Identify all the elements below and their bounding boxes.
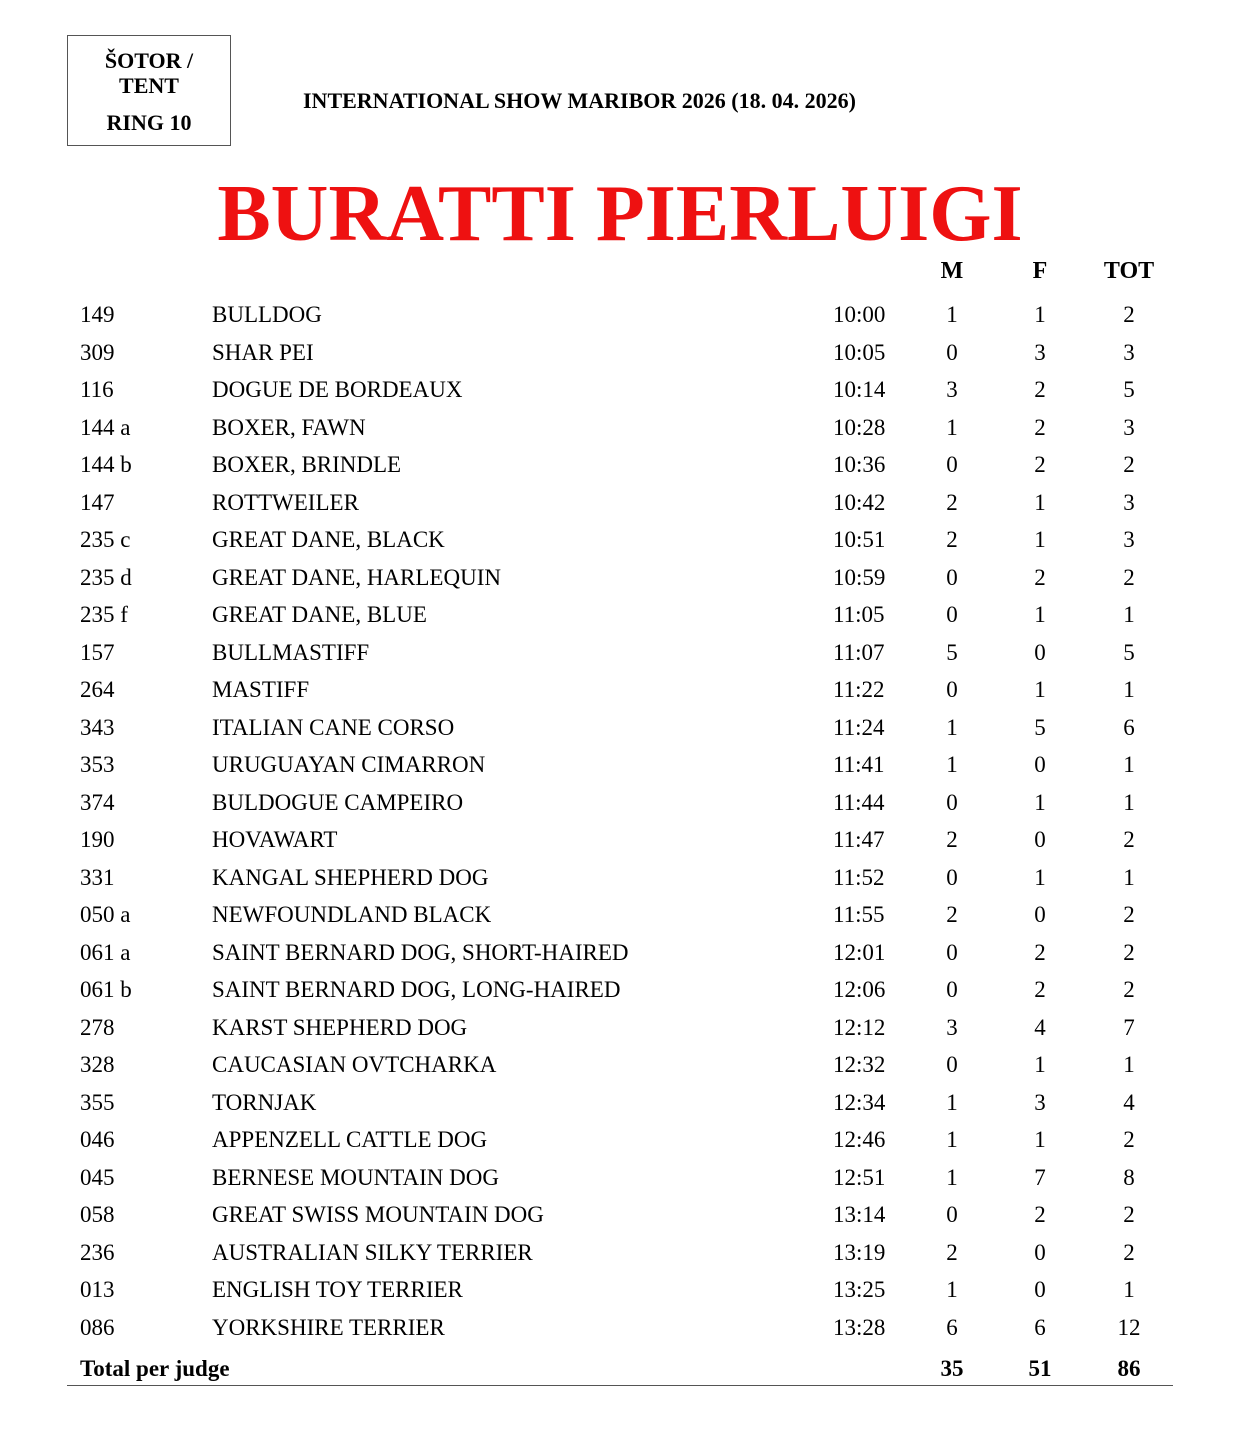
table-row [0, 525, 1240, 555]
row-m: 0 [946, 864, 958, 890]
row-tot: 2 [1123, 977, 1135, 1002]
row-time: 10:36 [833, 452, 886, 477]
row-breed: APPENZELL CATTLE DOG [212, 1127, 488, 1152]
row-time: 10:51 [833, 527, 886, 552]
row-number: 157 [80, 639, 115, 665]
row-f: 0 [1034, 1239, 1046, 1265]
row-number: 190 [80, 827, 115, 852]
total-m: 35 [940, 1356, 964, 1381]
row-m: 2 [946, 489, 958, 515]
row-tot: 2 [1123, 1202, 1135, 1227]
row-breed: BOXER, FAWN [212, 414, 366, 440]
row-breed: AUSTRALIAN SILKY TERRIER [212, 1239, 533, 1265]
row-breed: BULLMASTIFF [212, 639, 370, 665]
row-f: 5 [1034, 714, 1046, 740]
row-breed: BERNESE MOUNTAIN DOG [212, 1164, 499, 1190]
row-f: 1 [1034, 302, 1046, 327]
row-number: 046 [80, 1127, 115, 1152]
table-row [0, 675, 1240, 705]
row-number: 144 a [80, 414, 131, 440]
row-number: 278 [80, 1014, 115, 1040]
row-number: 013 [80, 1277, 115, 1302]
row-time: 11:22 [833, 677, 885, 702]
row-tot: 3 [1123, 489, 1135, 515]
row-f: 1 [1034, 1127, 1046, 1152]
table-row [0, 1013, 1240, 1043]
row-breed: GREAT DANE, BLUE [212, 602, 427, 627]
row-number: 086 [80, 1314, 115, 1340]
row-number: 331 [80, 864, 115, 890]
row-m: 0 [946, 339, 958, 365]
row-number: 045 [80, 1164, 115, 1190]
row-number: 235 d [80, 564, 132, 590]
row-breed: BULDOGUE CAMPEIRO [212, 789, 464, 815]
row-m: 6 [946, 1314, 958, 1340]
row-tot: 2 [1123, 939, 1135, 965]
total-row [0, 1354, 1240, 1384]
row-m: 0 [946, 939, 958, 965]
row-time: 10:59 [833, 564, 886, 590]
row-number: 353 [80, 752, 115, 777]
table-row [0, 938, 1240, 968]
row-number: 236 [80, 1239, 115, 1265]
row-tot: 1 [1123, 1052, 1135, 1077]
row-m: 1 [946, 1127, 958, 1152]
row-f: 7 [1034, 1164, 1046, 1190]
row-m: 1 [946, 414, 958, 440]
total-tot: 86 [1117, 1356, 1141, 1381]
row-tot: 1 [1123, 1277, 1135, 1302]
row-time: 13:14 [833, 1202, 886, 1227]
row-m: 0 [946, 602, 958, 627]
table-row [0, 563, 1240, 593]
row-time: 13:28 [833, 1314, 886, 1340]
column-header-f: F [1032, 258, 1048, 284]
row-m: 1 [946, 714, 958, 740]
row-tot: 2 [1123, 452, 1135, 477]
judge-name: BURATTI PIERLUIGI [217, 170, 1023, 258]
row-tot: 2 [1123, 902, 1135, 927]
row-number: 050 a [80, 902, 131, 927]
table-row [0, 863, 1240, 893]
row-tot: 5 [1123, 639, 1135, 665]
row-time: 11:52 [833, 864, 885, 890]
total-f: 51 [1028, 1356, 1052, 1381]
row-breed: BOXER, BRINDLE [212, 452, 402, 477]
row-m: 2 [946, 1239, 958, 1265]
table-row [0, 1088, 1240, 1118]
row-m: 1 [946, 1089, 958, 1115]
row-f: 2 [1034, 377, 1046, 402]
row-m: 0 [946, 1052, 958, 1077]
table-row [0, 638, 1240, 668]
row-time: 12:01 [833, 939, 886, 965]
row-time: 11:55 [833, 902, 885, 927]
row-number: 061 b [80, 977, 132, 1002]
table-row [0, 713, 1240, 743]
row-m: 3 [946, 377, 958, 402]
ring-box-line-2: TENT [119, 73, 179, 98]
row-breed: GREAT DANE, BLACK [212, 527, 445, 552]
row-breed: SAINT BERNARD DOG, SHORT-HAIRED [212, 939, 629, 965]
row-m: 3 [946, 1014, 958, 1040]
row-number: 058 [80, 1202, 115, 1227]
column-header-m: M [940, 258, 964, 284]
row-breed: NEWFOUNDLAND BLACK [212, 902, 492, 927]
row-m: 2 [946, 902, 958, 927]
row-time: 11:41 [833, 752, 885, 777]
row-tot: 1 [1123, 602, 1135, 627]
show-title: INTERNATIONAL SHOW MARIBOR 2026 (18. 04. 2026) [303, 88, 856, 113]
row-f: 2 [1034, 1202, 1046, 1227]
ring-box-line-3: RING 10 [106, 110, 192, 135]
row-m: 5 [946, 639, 958, 665]
table-row [0, 1125, 1240, 1155]
row-f: 2 [1034, 414, 1046, 440]
row-time: 10:28 [833, 414, 886, 440]
row-m: 2 [946, 527, 958, 552]
row-m: 2 [946, 827, 958, 852]
table-row [0, 975, 1240, 1005]
row-time: 11:44 [833, 789, 885, 815]
row-f: 4 [1034, 1014, 1046, 1040]
row-f: 0 [1034, 902, 1046, 927]
row-f: 2 [1034, 939, 1046, 965]
row-number: 328 [80, 1052, 115, 1077]
row-tot: 5 [1123, 377, 1135, 402]
row-number: 149 [80, 302, 115, 327]
row-m: 1 [946, 1277, 958, 1302]
row-f: 1 [1034, 489, 1046, 515]
row-time: 11:05 [833, 602, 885, 627]
row-number: 147 [80, 489, 115, 515]
table-row [0, 1313, 1240, 1343]
row-time: 12:46 [833, 1127, 886, 1152]
row-number: 235 c [80, 527, 131, 552]
row-tot: 1 [1123, 789, 1135, 815]
row-f: 1 [1034, 1052, 1046, 1077]
row-tot: 2 [1123, 302, 1135, 327]
row-f: 1 [1034, 789, 1046, 815]
row-tot: 4 [1123, 1089, 1135, 1115]
ring-box-line-1: ŠOTOR / [104, 48, 194, 73]
table-row [0, 488, 1240, 518]
total-divider [67, 1385, 1173, 1386]
row-tot: 12 [1117, 1314, 1141, 1340]
row-m: 0 [946, 977, 958, 1002]
row-m: 1 [946, 752, 958, 777]
row-f: 3 [1034, 1089, 1046, 1115]
row-tot: 2 [1123, 827, 1135, 852]
row-breed: MASTIFF [212, 677, 310, 702]
row-breed: KARST SHEPHERD DOG [212, 1014, 468, 1040]
row-number: 343 [80, 714, 115, 740]
row-f: 2 [1034, 564, 1046, 590]
row-tot: 6 [1123, 714, 1135, 740]
row-f: 1 [1034, 677, 1046, 702]
row-m: 1 [946, 302, 958, 327]
row-time: 12:34 [833, 1089, 886, 1115]
row-time: 12:06 [833, 977, 886, 1002]
ring-box [67, 35, 231, 146]
table-row [0, 900, 1240, 930]
row-m: 0 [946, 1202, 958, 1227]
row-breed: HOVAWART [212, 827, 338, 852]
row-time: 13:25 [833, 1277, 886, 1302]
row-f: 3 [1034, 339, 1046, 365]
row-breed: SAINT BERNARD DOG, LONG-HAIRED [212, 977, 621, 1002]
row-tot: 3 [1123, 339, 1135, 365]
row-breed: GREAT DANE, HARLEQUIN [212, 564, 501, 590]
row-time: 12:32 [833, 1052, 886, 1077]
row-breed: TORNJAK [212, 1089, 317, 1115]
row-tot: 1 [1123, 864, 1135, 890]
row-time: 12:12 [833, 1014, 886, 1040]
row-f: 2 [1034, 977, 1046, 1002]
row-m: 0 [946, 452, 958, 477]
table-row [0, 750, 1240, 780]
row-m: 0 [946, 564, 958, 590]
row-f: 0 [1034, 1277, 1046, 1302]
row-m: 0 [946, 677, 958, 702]
row-tot: 3 [1123, 414, 1135, 440]
row-tot: 2 [1123, 564, 1135, 590]
row-breed: ROTTWEILER [212, 489, 359, 515]
row-breed: GREAT SWISS MOUNTAIN DOG [212, 1202, 544, 1227]
table-row [0, 375, 1240, 405]
row-f: 0 [1034, 639, 1046, 665]
row-breed: ENGLISH TOY TERRIER [212, 1277, 463, 1302]
row-time: 12:51 [833, 1164, 886, 1190]
table-row [0, 413, 1240, 443]
table-row [0, 1050, 1240, 1080]
row-breed: SHAR PEI [212, 339, 314, 365]
row-time: 13:19 [833, 1239, 886, 1265]
row-breed: CAUCASIAN OVTCHARKA [212, 1052, 497, 1077]
table-row [0, 1200, 1240, 1230]
row-number: 309 [80, 339, 115, 365]
row-time: 11:47 [833, 827, 885, 852]
row-time: 11:07 [833, 639, 885, 665]
table-row [0, 338, 1240, 368]
row-f: 1 [1034, 527, 1046, 552]
row-tot: 2 [1123, 1127, 1135, 1152]
row-m: 1 [946, 1164, 958, 1190]
row-tot: 7 [1123, 1014, 1135, 1040]
row-breed: DOGUE DE BORDEAUX [212, 377, 463, 402]
table-row [0, 1238, 1240, 1268]
total-label: Total per judge [80, 1356, 230, 1381]
row-tot: 3 [1123, 527, 1135, 552]
row-number: 355 [80, 1089, 115, 1115]
row-f: 1 [1034, 602, 1046, 627]
row-number: 374 [80, 789, 115, 815]
row-number: 144 b [80, 452, 132, 477]
row-m: 0 [946, 789, 958, 815]
row-f: 0 [1034, 752, 1046, 777]
table-row [0, 825, 1240, 855]
row-tot: 2 [1123, 1239, 1135, 1265]
table-row [0, 1275, 1240, 1305]
row-time: 10:05 [833, 339, 886, 365]
row-f: 2 [1034, 452, 1046, 477]
row-breed: ITALIAN CANE CORSO [212, 714, 455, 740]
row-time: 11:24 [833, 714, 885, 740]
row-f: 0 [1034, 827, 1046, 852]
row-breed: KANGAL SHEPHERD DOG [212, 864, 489, 890]
row-f: 6 [1034, 1314, 1046, 1340]
row-number: 061 a [80, 939, 131, 965]
row-number: 116 [80, 377, 114, 402]
row-breed: BULLDOG [212, 302, 322, 327]
table-row [0, 600, 1240, 630]
row-time: 10:00 [833, 302, 886, 327]
row-number: 264 [80, 677, 115, 702]
row-time: 10:42 [833, 489, 886, 515]
row-f: 1 [1034, 864, 1046, 890]
column-header-tot: TOT [1103, 258, 1155, 284]
table-row [0, 788, 1240, 818]
row-breed: URUGUAYAN CIMARRON [212, 752, 486, 777]
row-tot: 1 [1123, 677, 1135, 702]
table-row [0, 1163, 1240, 1193]
table-row [0, 300, 1240, 330]
row-tot: 1 [1123, 752, 1135, 777]
row-tot: 8 [1123, 1164, 1135, 1190]
row-number: 235 f [80, 602, 128, 627]
row-time: 10:14 [833, 377, 886, 402]
table-row [0, 450, 1240, 480]
row-breed: YORKSHIRE TERRIER [212, 1314, 445, 1340]
